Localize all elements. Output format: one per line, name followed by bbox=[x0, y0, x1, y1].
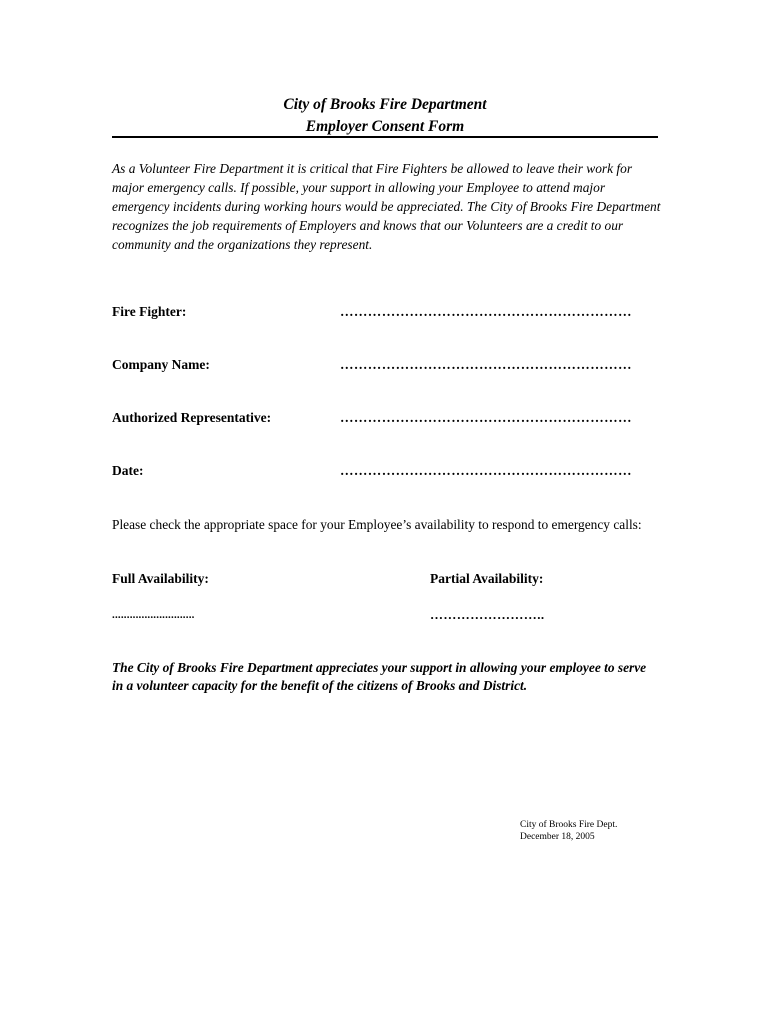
fire-fighter-label: Fire Fighter: bbox=[112, 304, 187, 319]
availability-instruction: Please check the appropriate space for your Employee’s availability to respond to emergency calls: bbox=[112, 517, 642, 532]
fire-fighter-field[interactable]: ……………………………………………………… bbox=[340, 304, 632, 319]
footer-date: December 18, 2005 bbox=[520, 832, 595, 842]
company-name-label: Company Name: bbox=[112, 357, 210, 372]
partial-availability-label: Partial Availability: bbox=[430, 571, 544, 586]
form-title: Employer Consent Form bbox=[305, 118, 465, 135]
closing-statement: The City of Brooks Fire Department appreciates your support in allowing your employee to serve in a volunteer capacity for the benefit of the citizens of Brooks and District. bbox=[112, 660, 647, 693]
date-label: Date: bbox=[112, 463, 144, 478]
intro-paragraph: As a Volunteer Fire Department it is critical that Fire Fighters be allowed to leave their work for major emergency calls. If possible, your support in allowing your Employee to attend major emergency incidents during working hours would be appreciated. The City of Brooks Fire Department recognizes the job requirements of Employers and knows that our Volunteers are a credit to our community and the organizations they represent. bbox=[112, 161, 661, 252]
partial-availability-check-space[interactable]: …………………….. bbox=[430, 607, 545, 622]
date-field[interactable]: ……………………………………………………… bbox=[340, 463, 632, 478]
company-name-field[interactable]: ……………………………………………………… bbox=[340, 357, 632, 372]
full-availability-label: Full Availability: bbox=[112, 571, 209, 586]
footer-department: City of Brooks Fire Dept. bbox=[520, 820, 618, 830]
authorized-representative-label: Authorized Representative: bbox=[112, 410, 272, 425]
title-underline bbox=[112, 136, 658, 138]
full-availability-check-space[interactable]: ............................ bbox=[112, 609, 195, 621]
authorized-representative-field[interactable]: ……………………………………………………… bbox=[340, 410, 632, 425]
document-title: City of Brooks Fire Department bbox=[283, 96, 487, 113]
